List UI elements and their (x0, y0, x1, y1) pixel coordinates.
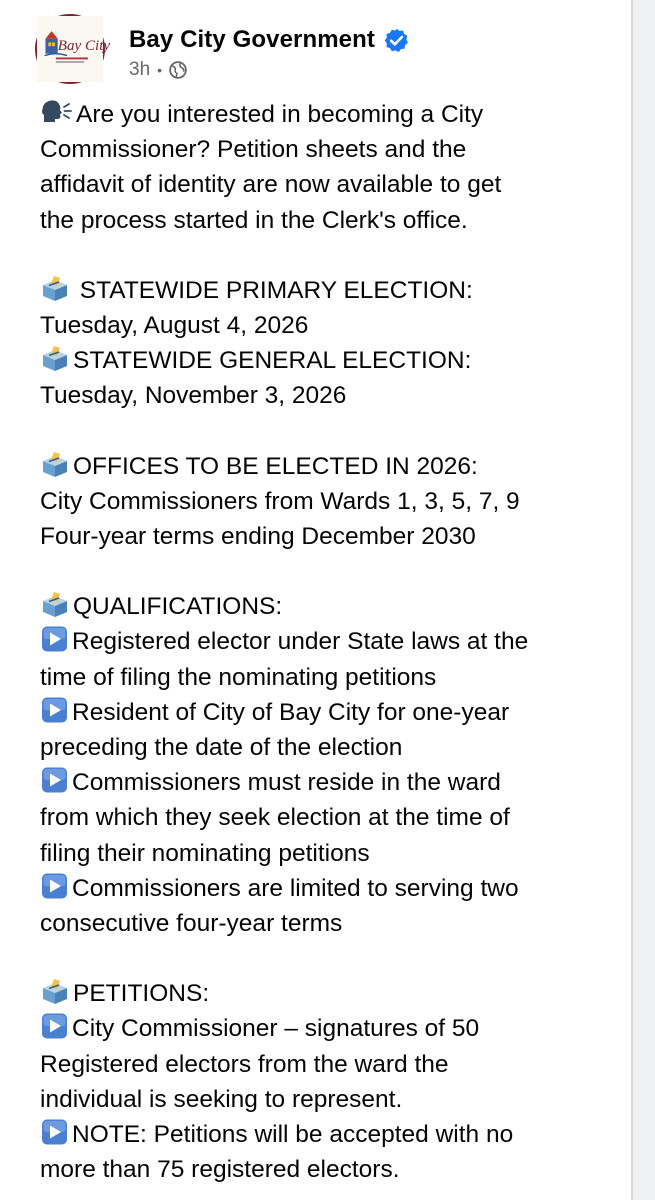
play-button-icon (40, 696, 70, 724)
speaking-head-icon (40, 98, 74, 126)
pet-1-line-2: Registered electors from the ward the (40, 1050, 449, 1078)
qual-2-line-1 (40, 695, 625, 730)
qual-3-line-2: from which they seek election at the time of (40, 804, 510, 832)
qual-2-line-2: preceding the date of the election (40, 734, 403, 762)
ballot-box-icon (40, 977, 70, 1005)
verified-badge-icon (383, 27, 410, 54)
petitions-heading-text: PETITIONS: (73, 980, 210, 1008)
pet-1-line-1 (40, 1011, 625, 1046)
ballot-box-icon (40, 274, 70, 302)
meta-separator: • (157, 62, 163, 78)
qual-4-text-1: Commissioners are limited to serving two (72, 874, 519, 902)
logo-text: Bay City (57, 37, 111, 54)
page-name[interactable]: Bay City Government (129, 26, 375, 53)
qualifications-section (40, 589, 625, 941)
play-button-icon (40, 1118, 70, 1146)
pet-1-text-1: City Commissioner – signatures of 50 (72, 1015, 480, 1043)
intro-paragraph (40, 97, 625, 238)
primary-heading (40, 273, 625, 308)
ballot-box-icon (40, 450, 70, 478)
qual-4-line-2: consecutive four-year terms (40, 910, 343, 938)
intro-line-3: affidavit of identity are now available to get (40, 171, 502, 199)
qual-3-line-1 (40, 765, 625, 800)
globe-icon[interactable] (169, 61, 187, 79)
qualifications-heading-text: QUALIFICATIONS: (73, 593, 283, 621)
play-button-icon (40, 872, 70, 900)
post-meta (129, 59, 187, 81)
pet-2-line-1 (40, 1117, 625, 1152)
intro-line-4: the process started in the Clerk's office. (40, 206, 468, 234)
post-header (35, 14, 625, 84)
page-name-row (129, 26, 410, 54)
intro-line-2: Commissioner? Petition sheets and the (40, 136, 467, 164)
qual-3-text-1: Commissioners must reside in the ward (72, 769, 501, 797)
post-time[interactable]: 3h (129, 59, 151, 80)
qual-1-line-1 (40, 624, 625, 659)
ballot-box-icon (40, 344, 70, 372)
primary-heading-text: STATEWIDE PRIMARY ELECTION: (73, 276, 473, 304)
general-heading (40, 343, 625, 378)
qual-1-line-2: time of filing the nominating petitions (40, 663, 437, 691)
offices-line-2: Four-year terms ending December 2030 (40, 523, 476, 551)
qual-3-line-3: filing their nominating petitions (40, 839, 370, 867)
intro-line-1 (40, 97, 625, 132)
qual-2-text-1: Resident of City of Bay City for one-year (72, 698, 510, 726)
ballot-box-icon (40, 590, 70, 618)
play-button-icon (40, 625, 70, 653)
offices-heading-text: OFFICES TO BE ELECTED IN 2026: (73, 452, 478, 480)
offices-section (40, 449, 625, 555)
pet-2-text-1: NOTE: Petitions will be accepted with no (72, 1121, 514, 1149)
qual-4-line-1 (40, 871, 625, 906)
qual-1-text-1: Registered elector under State laws at the (72, 628, 529, 656)
pet-2-line-2: more than 75 registered electors. (40, 1156, 400, 1184)
offices-line-1: City Commissioners from Wards 1, 3, 5, 7, 9 (40, 487, 520, 515)
qualifications-heading (40, 589, 625, 624)
play-button-icon (40, 1012, 70, 1040)
intro-text-1: Are you interested in becoming a City (76, 101, 484, 128)
primary-date: Tuesday, August 4, 2026 (40, 312, 309, 340)
pet-1-line-3: individual is seeking to represent. (40, 1085, 403, 1113)
elections-section (40, 273, 625, 414)
post-body (40, 97, 625, 1187)
avatar[interactable] (35, 14, 111, 84)
general-heading-text: STATEWIDE GENERAL ELECTION: (73, 347, 472, 375)
general-date: Tuesday, November 3, 2026 (40, 382, 347, 410)
play-button-icon (40, 766, 70, 794)
petitions-heading (40, 976, 625, 1011)
bay-city-logo (37, 16, 111, 82)
petitions-section (40, 976, 625, 1187)
offices-heading (40, 449, 625, 484)
